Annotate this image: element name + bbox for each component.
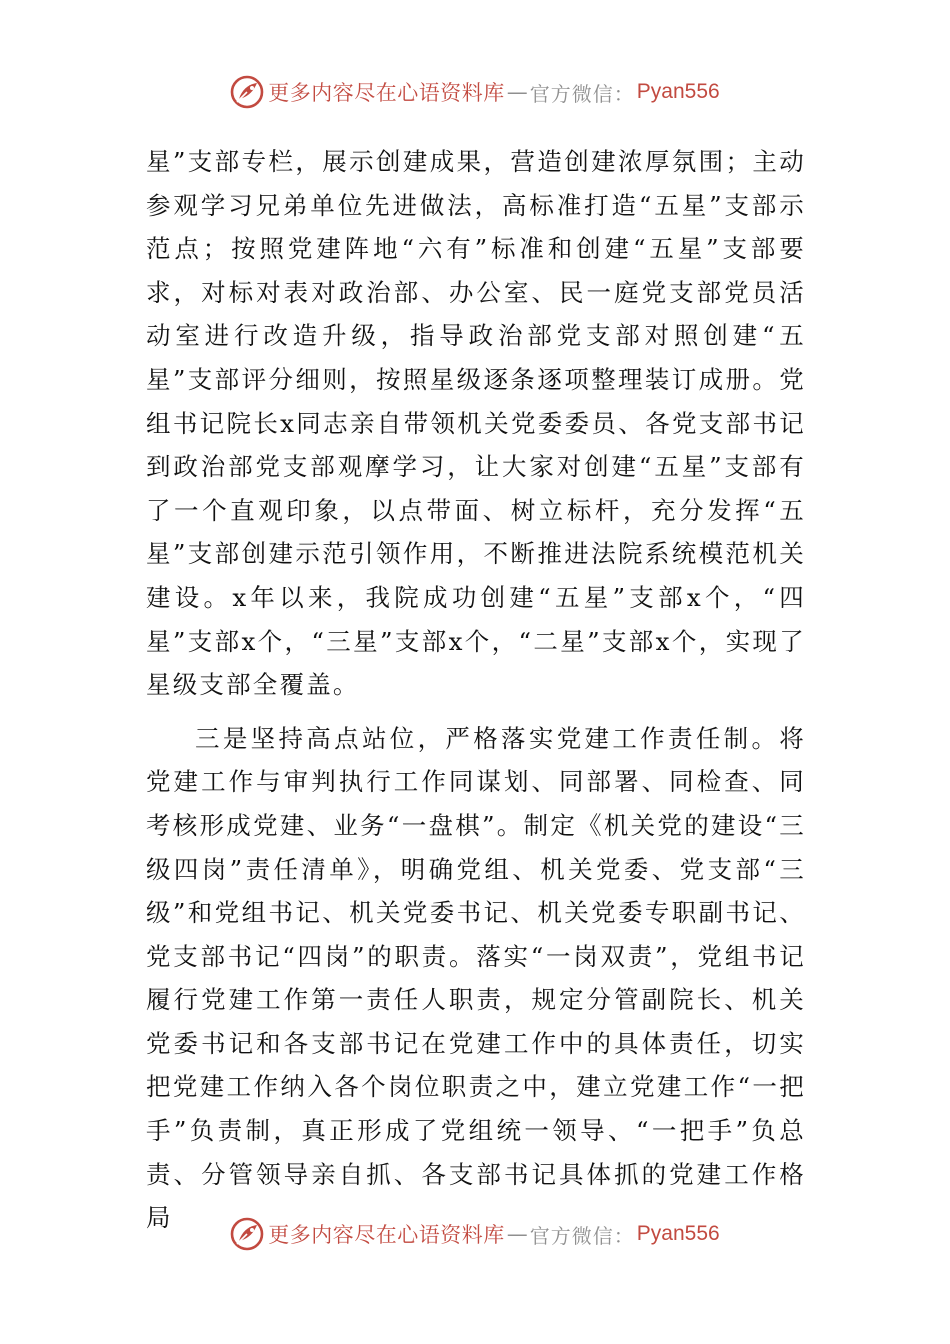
red-leaf-logo-icon: [230, 75, 264, 109]
paragraph-2: 三是坚持高点站位，严格落实党建工作责任制。将党建工作与审判执行工作同谋划、同部署、同检查、同考核形成党建、业务“一盘棋”。制定《机关党的建设“三级四岗”责任清单》，明确党组、机关党委、党支部“三级”和党组书记、机关党委书记、机关党委专职副书记、党支部书记“四岗”的职责。落实“一岗双责”，党组书记履行党建工作第一责任人职责，规定分管副院长、机关党委书记和各支部书记在党建工作中的具体责任，切实把党建工作纳入各个岗位职责之中，建立党建工作“一把手”负责制，真正形成了党组统一领导、“一把手”负总责、分管领导亲自抓、各支部书记具体抓的党建工作格局: [146, 723, 806, 1233]
footer-dash: —: [506, 1222, 528, 1246]
paragraph-1: 星”支部专栏，展示创建成果，营造创建浓厚氛围；主动参观学习兄弟单位先进做法，高标准打造“五星”支部示范点；按照党建阵地“六有”标准和创建“五星”支部要求，对标对表对政治部、办公室、民一庭党支部党员活动室进行改造升级，指导政治部党支部对照创建“五星”支部评分细则，按照星级逐条逐项整理装订成册。党组书记院长x同志亲自带领机关党委委员、各党支部书记到政治部党支部观摩学习，让大家对创建“五星”支部有了一个直观印象，以点带面、树立标杆，充分发挥“五星”支部创建示范引领作用，不断推进法院系统模范机关建设。x年以来，我院成功创建“五星”支部x个，“四星”支部x个，“三星”支部x个，“二星”支部x个，实现了星级支部全覆盖。: [146, 147, 806, 700]
footer-site-name: 更多内容尽在心语资料库: [268, 1223, 505, 1247]
header-wechat-label: 官方微信：: [529, 81, 635, 106]
footer-wechat-label: 官方微信：: [529, 1223, 635, 1248]
document-body: [146, 140, 806, 1240]
footer-wechat-id: Pyan556: [636, 1222, 720, 1245]
header-watermark: [0, 72, 950, 112]
footer-watermark: [0, 1214, 950, 1254]
red-leaf-logo-icon: [230, 1217, 264, 1251]
header-dash: —: [506, 80, 528, 104]
header-wechat-id: Pyan556: [636, 80, 720, 103]
header-site-name: 更多内容尽在心语资料库: [268, 81, 505, 105]
